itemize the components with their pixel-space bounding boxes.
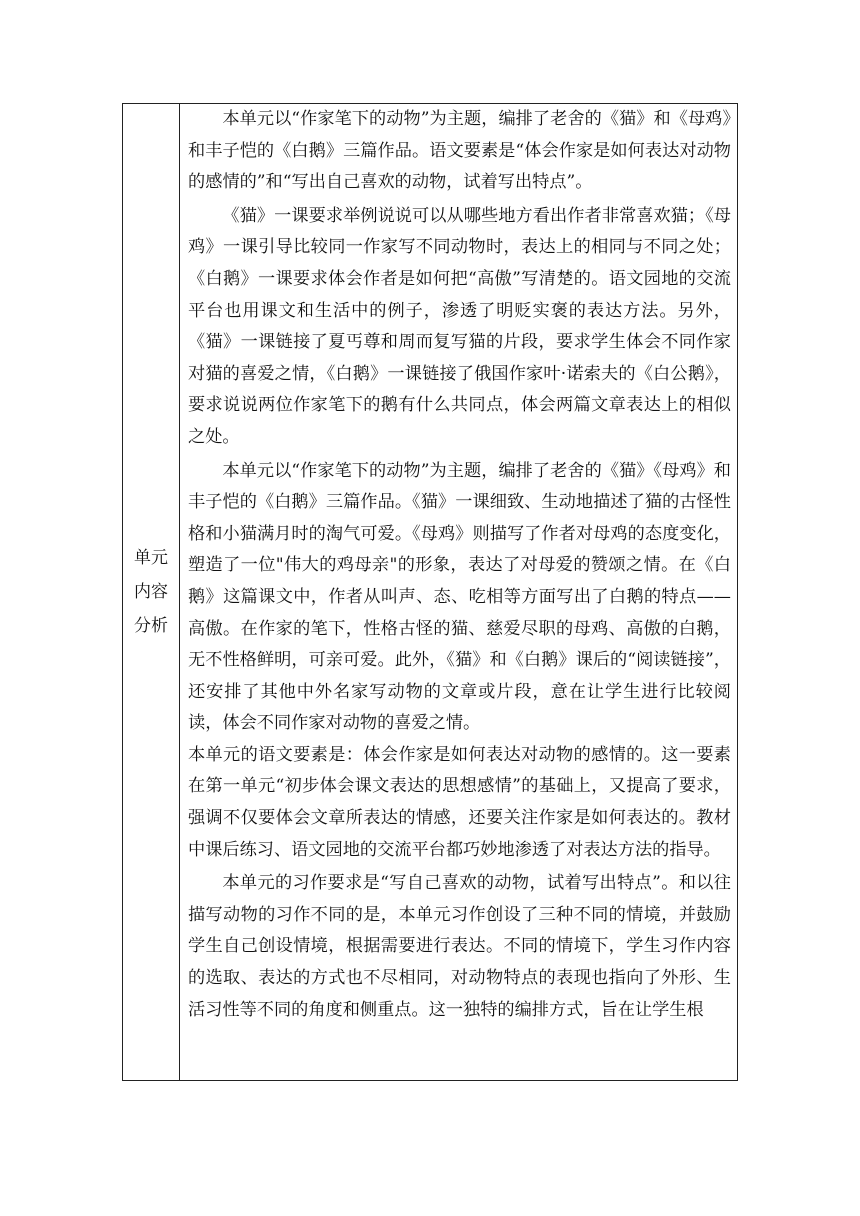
paragraph-2: 《猫》一课要求举例说说可以从哪些地方看出作者非常喜欢猫；《母鸡》一课引导比较同一作家写不同动物时，表达上的相同与不同之处；《白鹅》一课要求体会作者是如何把“高傲”写清楚的。语文园地的交流平台也用课文和生活中的例子，渗透了明贬实褒的表达方法。另外，《猫》一课链接了夏丐尊和周而复写猫的片段，要求学生体会不同作家对猫的喜爱之情，《白鹅》一课链接了俄国作家叶·诺索夫的《白公鹅》，要求说说两位作家笔下的鹅有什么共同点，体会两篇文章表达上的相似之处。	[188, 205, 731, 447]
table-row	[123, 104, 738, 1081]
analysis-table	[122, 103, 738, 1081]
row-label-cell	[123, 104, 180, 1081]
paragraph-1: 本单元以“作家笔下的动物”为主题，编排了老舍的《猫》和《母鸡》和丰子恺的《白鹅》三篇作品。语文要素是“体会作家是如何表达对动物的感情的”和“写出自己喜欢的动物，试着写出特点”。	[188, 109, 731, 193]
content-cell	[180, 104, 738, 1081]
row-label: 单元内容分析	[134, 548, 168, 636]
paragraph-4: 本单元的语文要素是：体会作家是如何表达对动物的感情的。这一要素在第一单元“初步体会课文表达的思想感情”的基础上，又提高了要求，强调不仅要体会文章所表达的情感，还要关注作家是如何表达的。教材中课后练习、语文园地的交流平台都巧妙地渗透了对表达方法的指导。	[188, 744, 731, 860]
paragraph-5: 本单元的习作要求是“写自己喜欢的动物，试着写出特点”。和以往描写动物的习作不同的是，本单元习作创设了三种不同的情境，并鼓励学生自己创设情境，根据需要进行表达。不同的情境下，学生习作内容的选取、表达的方式也不尽相同，对动物特点的表现也指向了外形、生活习性等不同的角度和侧重点。这一独特的编排方式，旨在让学生根	[188, 873, 731, 1020]
paragraph-3: 本单元以“作家笔下的动物”为主题，编排了老舍的《猫》《母鸡》和丰子恺的《白鹅》三篇作品。《猫》一课细致、生动地描述了猫的古怪性格和小猫满月时的淘气可爱。《母鸡》则描写了作者对母鸡的态度变化，塑造了一位"伟大的鸡母亲"的形象，表达了对母爱的赞颂之情。在《白鹅》这篇课文中，作者从叫声、态、吃相等方面写出了白鹅的特点——高傲。在作家的笔下，性格古怪的猫、慈爱尽职的母鸡、高傲的白鹅，无不性格鲜明，可亲可爱。此外，《猫》和《白鹅》课后的“阅读链接”，还安排了其他中外名家写动物的文章或片段，意在让学生进行比较阅读，体会不同作家对动物的喜爱之情。	[188, 460, 731, 734]
